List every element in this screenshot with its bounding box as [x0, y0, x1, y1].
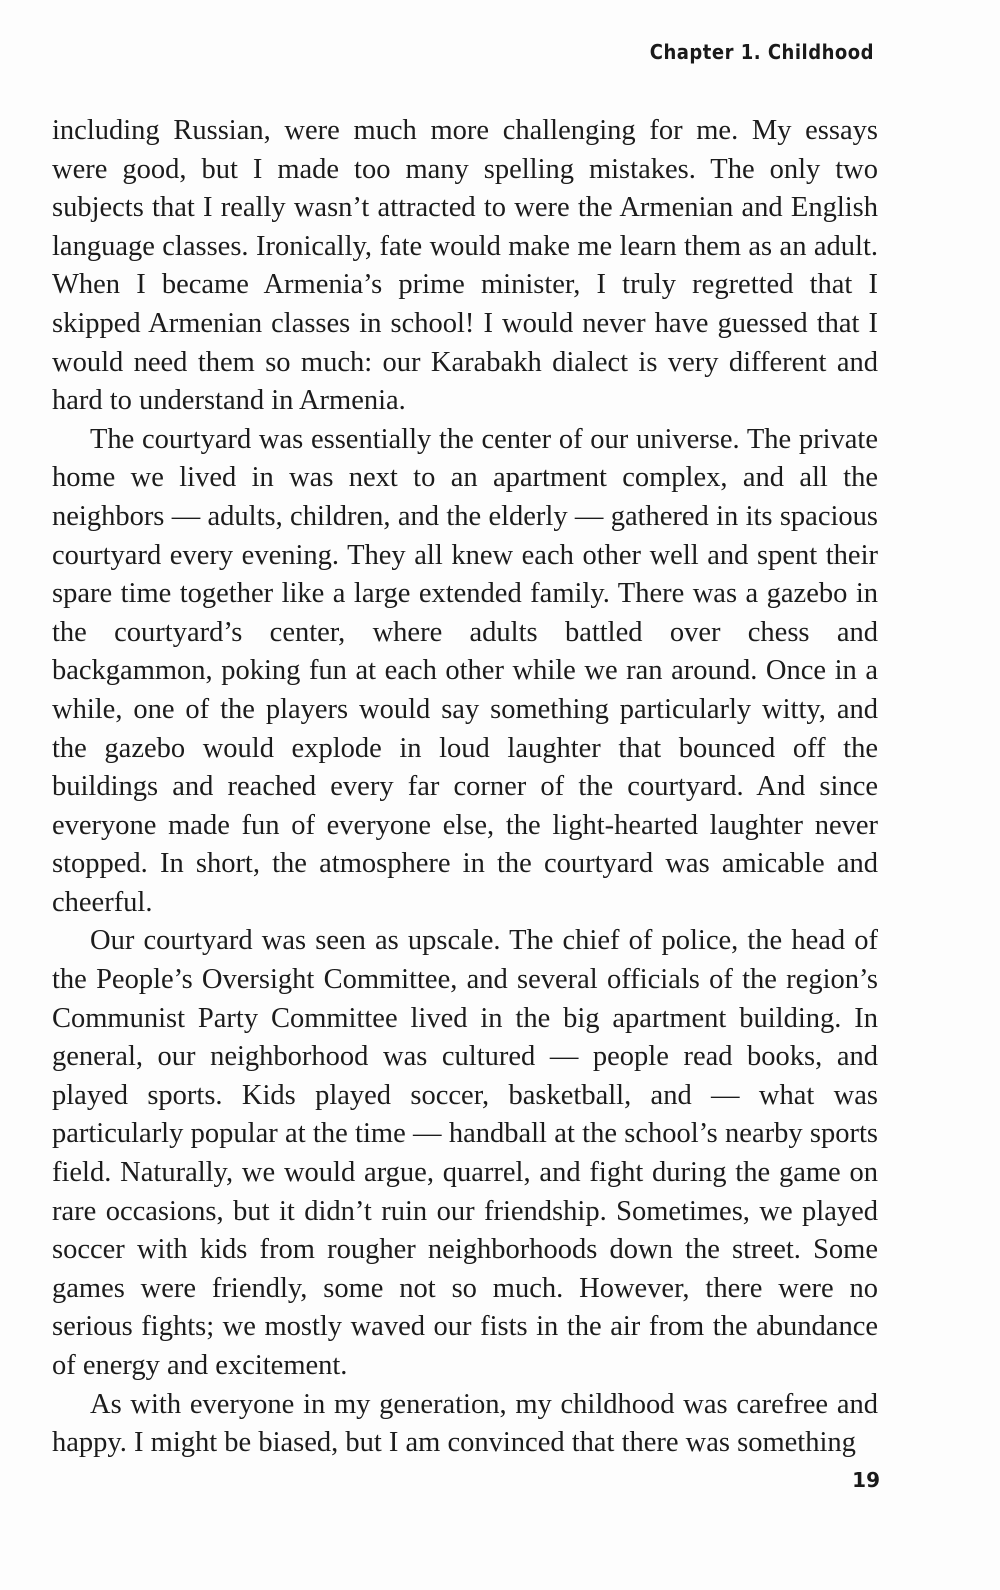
paragraph: including Russian, were much more challenging for me. My essays were good, but I made too many spelling mistakes. The only two subjects that I really wasn’t attracted to were the Armenian and English language classes. Ironically, fate would make me learn them as an adult. When I became Armenia’s prime minister, I truly regretted that I skipped Armenian classes in school! I would never have guessed that I would need them so much: our Karabakh dialect is very different and hard to understand in Armenia.	[52, 115, 878, 417]
page-number: 19	[852, 1468, 880, 1492]
paragraph: Our courtyard was seen as upscale. The chief of police, the head of the People’s Oversight Committee, and several officials of the region’s Communist Party Committee lived in the big apartment building. In general, our neighborhood was cultured — people read books, and played sports. Kids played soccer, basketball, and — what was particularly popular at the time — handball at the school’s nearby sports field. Naturally, we would argue, quarrel, and fight during the game on rare occasions, but it didn’t ruin our friendship. Sometimes, we played soccer with kids from rougher neighborhoods down the street. Some games were friendly, some not so much. However, there were no serious fights; we mostly waved our fists in the air from the abundance of energy and excitement.	[52, 925, 878, 1381]
paragraph: The courtyard was essentially the center of our universe. The private home we lived in was next to an apartment complex, and all the neighbors — adults, children, and the elderly — gathered in its spacious courtyard every evening. They all knew each other well and spent their spare time together like a large extended family. There was a gazebo in the courtyard’s center, where adults battled over chess and backgammon, poking fun at each other while we ran around. Once in a while, one of the players would say something particularly witty, and the gazebo would explode in loud laughter that bounced off the buildings and reached every far corner of the courtyard. And since everyone made fun of everyone else, the light-hearted laughter never stopped. In short, the atmosphere in the courtyard was amicable and cheerful.	[52, 423, 878, 918]
body-text	[52, 112, 878, 1463]
paragraph: As with everyone in my generation, my childhood was carefree and happy. I might be biased, but I am convinced that there was something	[52, 1388, 878, 1459]
running-head: Chapter 1. Childhood	[649, 40, 874, 64]
